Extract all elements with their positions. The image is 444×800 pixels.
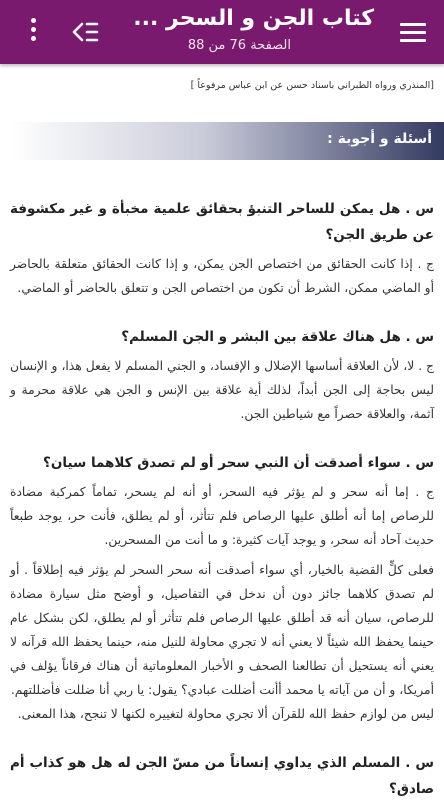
answer: ج . إما أنه سحر و لم يؤثر فيه السحر، أو أنه لم يسحر، تماماً كمركبة مضادة للرصاص إما أنه أطلق عليها الرصاص فلم تتأثر، أو لم يطلق، فأنت حر، يوجد طبعاً حديث آحاد أنه سحر، و يوجد آيات كثيرة: و ما أنت من المسحرين. [10, 485, 434, 547]
page-content [0, 64, 444, 800]
section-title: أسئلة و أجوبة : [327, 131, 432, 147]
answer: ج . إذا كانت الحقائق من اختصاص الجن يمكن، و إذا كانت الحقائق متعلقة بالحاضر أو الماضي ممكن، الشرط أن تكون من اختصاص الجن و تتعلق بالحاضر أو الماضي. [10, 257, 434, 295]
answer-paragraph: فعلى كلٍّ القضية بالخيار، أي سواء أصدقت أنه سحر السحر لم يؤثر فيه إطلاقاً . أو لم تصدق كلاهما جائز دون أن ندخل في التفاصيل، و أوضح مثل سيارة مضادة للرصاص، سيان أنه قد أطلق عليها الرصاص فلم تتأثر أو لم يطلق، لكن بشكل عام حينما يحفظ الله شيئاً لا يعني أنه لا تجري محاولة للنيل منه، حينما يحفظ الله قرآنه لا يعني أنه يستحيل أن تطالعنا الصحف و الأخبار المعلوماتية أن هناك فرقاناً يؤلف في أمريكا، و أن من آياته يا محمد أأنت أضللت عبادي؟ يقول: يا ربي أنا ضللت فأضللتهم. [10, 563, 434, 697]
app-bar [0, 0, 444, 64]
answer-paragraph: ليس من لوازم حفظ الله للقرآن ألا تجري محاولة لتغييره لكنها لا تنجح، هذا المعنى. [17, 707, 434, 721]
toc-icon[interactable] [68, 18, 102, 46]
question: س . هل يمكن للساحر التنبؤ بحقائق علمية مخبأة و غير مكشوفة عن طريق الجن؟ [10, 201, 434, 243]
page-indicator: الصفحة 76 من 88 [187, 38, 291, 53]
section-header [10, 122, 444, 160]
hadith-note: [المنذري ورواه الطبراني باسناد حسن عن ابن عباس مرفوعاً ] [190, 80, 434, 91]
answer: ج . لا، لأن العلاقة أساسها الإضلال و الإفساد، و الجني المسلم لا يفعل هذا، و الإنسان ليس بحاجة إلى الجن أبداً، لذلك أية علاقة بين الإنس و الجن هي علاقة محرمة و آثمة، والعلاقة حصراً مع شياطين الجن. [10, 359, 434, 421]
question: س . سواء أصدقت أن النبي سحر أو لم تصدق كلاهما سيان؟ [43, 455, 434, 471]
question: س . هل هناك علاقة بين البشر و الجن المسلم؟ [121, 329, 434, 345]
question: س . المسلم الذي يداوي إنساناً من مسّ الجن له هل هو كذاب أم صادق؟ [10, 755, 434, 797]
hamburger-icon[interactable] [400, 20, 426, 44]
qa-article [10, 182, 434, 800]
more-vert-icon[interactable] [26, 18, 40, 46]
book-title: كتاب الجن و السحر ... [133, 6, 374, 31]
